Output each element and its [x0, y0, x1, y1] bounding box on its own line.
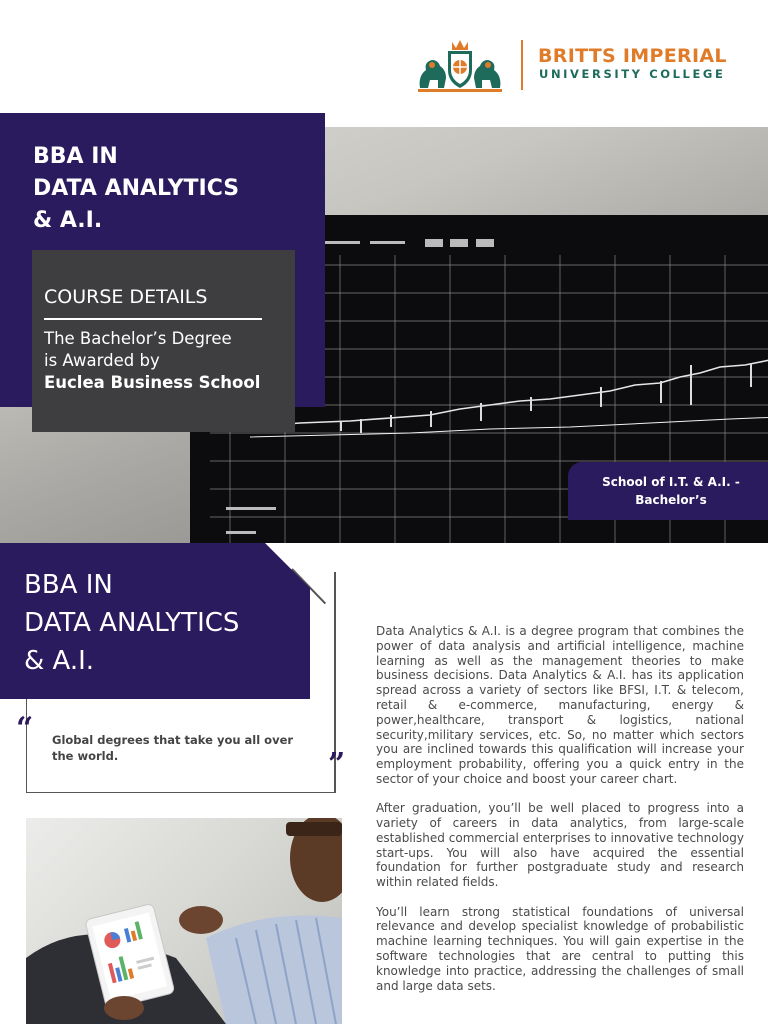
course-heading-underline: [44, 318, 262, 320]
section-title-line: DATA ANALYTICS: [24, 608, 240, 638]
description-paragraph: You’ll learn strong statistical foundations of universal relevance and develop specialist knowledge of probabilistic machine learning techniques. You will gain expertise in the software technologies that are central to putting this knowledge into practice, addressing the challenges of small and large data sets.: [376, 904, 744, 993]
logo-divider: [521, 40, 523, 90]
brand-logo: [414, 36, 754, 96]
school-badge-line: Bachelor’s: [635, 493, 707, 507]
description-paragraph: Data Analytics & A.I. is a degree program that combines the power of data analysis and artificial intelligence, machine learning as well as the management theories to make business decisions. Data Analytics & A.I. has its application spread across a variety of sectors like BFSI, I.T. & telecom, retail & e-commerce, manufacturing, energy & power,healthcare, transport & logistics, national security,military services, etc. So, no matter which sectors you are inclined towards this qualification will increase your employment probability, offering you a quick entry in the sector of your choice and boost your career chart.: [376, 624, 744, 786]
school-badge-line: School of I.T. & A.I. -: [602, 475, 740, 489]
brand-subtitle: UNIVERSITY COLLEGE: [539, 67, 726, 81]
course-details-heading: COURSE DETAILS: [44, 286, 208, 308]
hero-title-line: & A.I.: [33, 208, 103, 233]
hero-title-line: DATA ANALYTICS: [33, 176, 240, 201]
close-quote-icon: ”: [328, 747, 346, 782]
open-quote-icon: “: [16, 711, 34, 746]
course-text-line: is Awarded by: [44, 351, 160, 370]
section-title-line: BBA IN: [24, 570, 113, 600]
section-title: [24, 566, 239, 680]
hero-title-band: [0, 113, 325, 407]
tagline-quote: Global degrees that take you all over the world.: [52, 733, 294, 763]
description-paragraph: After graduation, you’ll be well placed to progress into a variety of careers in data analytics, from large-scale established commercial enterprises to innovative technology start-ups. You will also have acquired the essential foundation for further postgraduate study and research within related fields.: [376, 801, 744, 890]
awarding-school-name: Euclea Business School: [44, 373, 261, 392]
course-details-box: [32, 250, 295, 432]
student-tablet-photo: [26, 818, 342, 1024]
school-badge: [568, 462, 768, 520]
program-description: [376, 624, 744, 1008]
hero-title: [33, 141, 239, 237]
course-details-text: [44, 328, 260, 394]
section-title-line: & A.I.: [24, 646, 95, 676]
student-tablet-illustration: [26, 818, 342, 1024]
hero-title-line: BBA IN: [33, 144, 118, 169]
brand-name: BRITTS IMPERIAL: [538, 45, 727, 67]
hero-section: [0, 113, 768, 543]
course-text-line: The Bachelor’s Degree: [44, 329, 232, 348]
crest-icon: [414, 36, 506, 94]
